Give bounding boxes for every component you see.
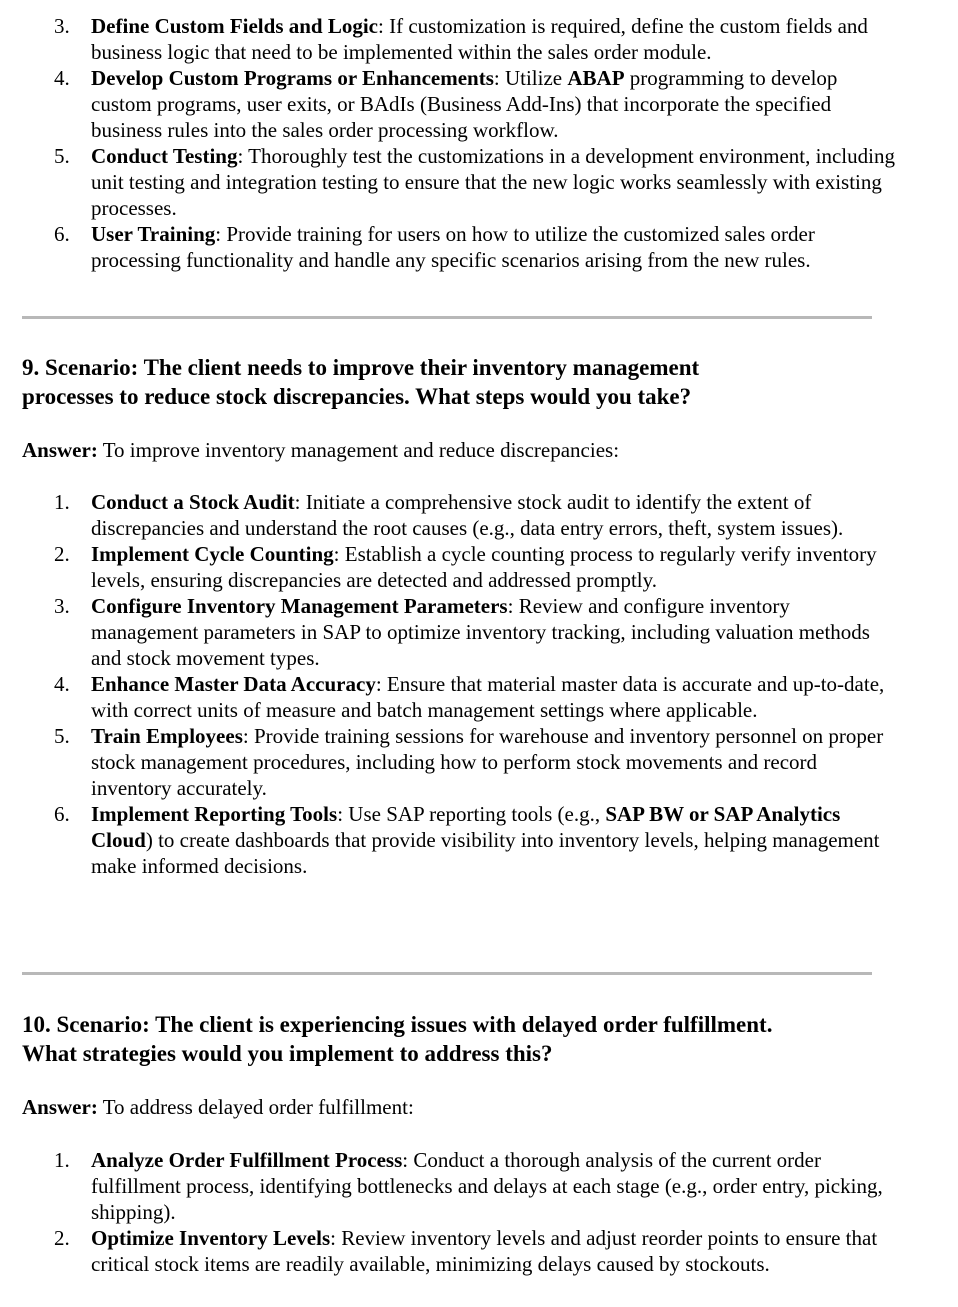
step-separator: : — [507, 594, 514, 618]
step-text: ) to create dashboards that provide visibility into inventory levels, helping management make informed decisions. — [91, 828, 880, 878]
step-text: Use SAP reporting tools (e.g., — [343, 802, 606, 826]
heading-line: 9. Scenario: The client needs to improve their inventory management — [22, 355, 700, 380]
list-item — [0, 1147, 900, 1225]
list-number: 2. — [54, 1226, 70, 1250]
step-text: Provide training sessions for warehouse and inventory personnel on proper stock management procedures, including how to perform stock movements and record inventory accurately. — [91, 724, 884, 800]
step-text: Utilize — [499, 66, 568, 90]
list-number: 1. — [54, 490, 70, 514]
list-number: 4. — [54, 66, 70, 90]
step-term: Configure Inventory Management Parameters — [91, 594, 508, 618]
list-number: 6. — [54, 222, 70, 246]
list-item — [0, 221, 900, 273]
step-separator: : — [242, 724, 249, 748]
section-9-heading — [22, 353, 902, 411]
section-9-steps-list — [0, 489, 900, 879]
step-separator: : — [375, 672, 382, 696]
list-number: 4. — [54, 672, 70, 696]
list-item — [0, 723, 900, 801]
step-term: Implement Reporting Tools — [91, 802, 338, 826]
step-term: Train Employees — [91, 724, 243, 748]
list-number: 2. — [54, 542, 70, 566]
step-text: Review inventory levels and adjust reorder points to ensure that critical stock items are readily available, minimizing delays caused by stockouts. — [91, 1226, 878, 1276]
section-divider — [22, 972, 872, 975]
step-separator: : — [378, 14, 384, 38]
heading-line: 10. Scenario: The client is experiencing issues with delayed order fulfillment. — [22, 1012, 773, 1037]
section-10-heading — [22, 1010, 902, 1068]
step-term: Analyze Order Fulfillment Process — [91, 1148, 403, 1172]
list-item — [0, 13, 900, 65]
list-item — [0, 489, 900, 541]
step-text: Review and configure inventory management parameters in SAP to optimize inventory tracking, including valuation methods and stock movement types. — [91, 594, 870, 670]
step-separator: : — [402, 1148, 409, 1172]
step-separator: : — [493, 66, 500, 90]
step-separator: : — [337, 802, 344, 826]
step-emphasis: ABAP — [567, 66, 625, 90]
step-text: If customization is required, define the custom fields and business logic that need to be implemented within the sales order module. — [91, 14, 868, 64]
step-term: Conduct a Stock Audit — [91, 490, 295, 514]
step-term: Develop Custom Programs or Enhancements — [91, 66, 494, 90]
step-separator: : — [333, 542, 340, 566]
list-item — [0, 143, 900, 221]
list-item — [0, 671, 900, 723]
continued-steps-list — [0, 13, 900, 273]
step-separator: : — [330, 1226, 336, 1250]
section-10-steps-list — [0, 1147, 900, 1277]
step-text: programming to develop custom programs, user exits, or BAdIs (Business Add-Ins) that incorporate the specified business rules into the sales order processing workflow. — [91, 66, 838, 142]
list-number: 5. — [54, 144, 70, 168]
answer-text: To address delayed order fulfillment: — [97, 1095, 414, 1119]
answer-label: Answer: — [22, 1095, 98, 1119]
step-emphasis: SAP BW or SAP Analytics Cloud — [91, 802, 841, 852]
list-number: 3. — [54, 594, 70, 618]
step-separator: : — [294, 490, 301, 514]
step-separator: : — [237, 144, 244, 168]
step-text: Initiate a comprehensive stock audit to identify the extent of discrepancies and understand the root causes (e.g., data entry errors, theft, system issues). — [91, 490, 844, 540]
section-9-answer — [22, 437, 902, 463]
section-10-answer — [22, 1094, 902, 1120]
step-term: Define Custom Fields and Logic — [91, 14, 379, 38]
list-number: 6. — [54, 802, 70, 826]
list-item — [0, 541, 900, 593]
step-term: User Training — [91, 222, 216, 246]
step-text: Establish a cycle counting process to regularly verify inventory levels, ensuring discrepancies are detected and addressed promptly. — [91, 542, 877, 592]
heading-line: processes to reduce stock discrepancies. What steps would you take? — [22, 384, 692, 409]
list-item — [0, 801, 900, 879]
step-term: Conduct Testing — [91, 144, 238, 168]
heading-line: What strategies would you implement to address this? — [22, 1041, 553, 1066]
step-text: Thoroughly test the customizations in a development environment, including unit testing and integration testing to ensure that the new logic works seamlessly with existing processes. — [91, 144, 895, 220]
section-divider — [22, 316, 872, 319]
step-term: Enhance Master Data Accuracy — [91, 672, 376, 696]
step-term: Implement Cycle Counting — [91, 542, 334, 566]
step-text: Provide training for users on how to utilize the customized sales order processing functionality and handle any specific scenarios arising from the new rules. — [91, 222, 815, 272]
list-number: 3. — [54, 14, 70, 38]
step-separator: : — [215, 222, 222, 246]
list-item — [0, 65, 900, 143]
list-number: 5. — [54, 724, 70, 748]
step-term: Optimize Inventory Levels — [91, 1226, 331, 1250]
step-text: Ensure that material master data is accurate and up-to-date, with correct units of measure and batch management settings where applicable. — [91, 672, 885, 722]
step-text: Conduct a thorough analysis of the current order fulfillment process, identifying bottlenecks and delays at each stage (e.g., order entry, picking, shipping). — [91, 1148, 883, 1224]
list-item — [0, 1225, 900, 1277]
list-item — [0, 593, 900, 671]
answer-text: To improve inventory management and reduce discrepancies: — [97, 438, 620, 462]
list-number: 1. — [54, 1148, 70, 1172]
answer-label: Answer: — [22, 438, 98, 462]
